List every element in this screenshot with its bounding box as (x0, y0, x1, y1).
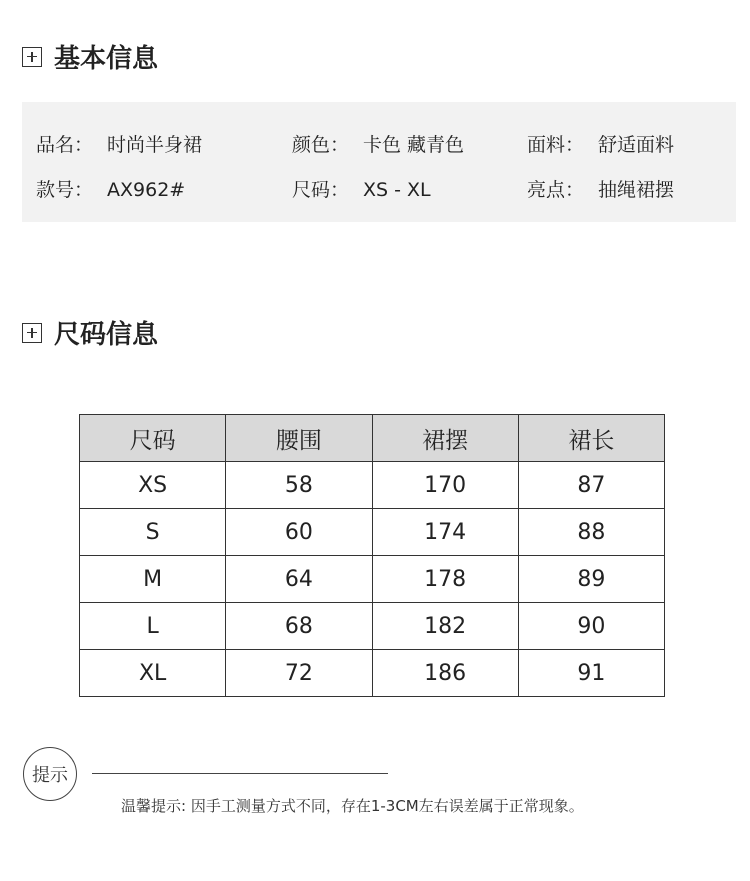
table-row (80, 509, 665, 556)
basic-info-title: 基本信息 (54, 44, 159, 74)
table-row (80, 556, 665, 603)
table-cell: L (80, 603, 226, 650)
header-cell: 裙摆 (372, 415, 518, 462)
table-cell: 60 (226, 509, 372, 556)
tip-divider (92, 773, 388, 774)
size-info-title: 尺码信息 (54, 320, 159, 350)
basic-info-panel (22, 102, 736, 222)
info-value: 时尚半身裙 (107, 134, 203, 156)
table-row (80, 650, 665, 697)
table-cell: M (80, 556, 226, 603)
header-cell: 腰围 (226, 415, 372, 462)
info-label: 面料： (527, 134, 585, 156)
info-row (22, 130, 736, 160)
table-cell: 68 (226, 603, 372, 650)
info-item-size (292, 175, 431, 202)
table-cell: 170 (372, 462, 518, 509)
expand-plus-icon (22, 47, 42, 67)
table-row (80, 462, 665, 509)
info-label: 亮点： (527, 179, 585, 201)
info-label: 品名： (36, 134, 94, 156)
table-header-row (80, 415, 665, 462)
table-cell: 174 (372, 509, 518, 556)
table-cell: 186 (372, 650, 518, 697)
info-label: 颜色： (292, 134, 350, 156)
table-cell: 72 (226, 650, 372, 697)
info-item-fabric (527, 130, 674, 157)
info-label: 尺码： (292, 179, 350, 201)
info-item-name (36, 130, 202, 157)
size-table (79, 414, 665, 697)
table-cell: 91 (518, 650, 664, 697)
info-value: 舒适面料 (598, 134, 675, 156)
table-cell: 88 (518, 509, 664, 556)
table-cell: XS (80, 462, 226, 509)
table-cell: XL (80, 650, 226, 697)
basic-info-heading (22, 38, 158, 75)
info-value: AX962# (107, 179, 186, 201)
table-row (80, 603, 665, 650)
table-cell: 87 (518, 462, 664, 509)
info-value: 抽绳裙摆 (598, 179, 675, 201)
tip-text: 温馨提示: 因手工测量方式不同，存在1-3CM左右误差属于正常现象。 (121, 797, 584, 815)
info-label: 款号： (36, 179, 94, 201)
size-info-heading (22, 314, 158, 351)
info-row (22, 175, 736, 205)
info-item-highlight (527, 175, 674, 202)
header-cell: 裙长 (518, 415, 664, 462)
info-value: 卡色 藏青色 (363, 134, 465, 156)
expand-plus-icon (22, 323, 42, 343)
table-cell: 182 (372, 603, 518, 650)
table-cell: 64 (226, 556, 372, 603)
header-cell: 尺码 (80, 415, 226, 462)
info-value: XS - XL (363, 179, 431, 201)
table-cell: 90 (518, 603, 664, 650)
tip-badge-label: 提示 (32, 765, 68, 786)
info-item-color (292, 130, 464, 157)
table-cell: 178 (372, 556, 518, 603)
tip-badge (23, 747, 77, 801)
table-cell: S (80, 509, 226, 556)
info-item-style-no (36, 175, 185, 202)
table-cell: 58 (226, 462, 372, 509)
table-cell: 89 (518, 556, 664, 603)
